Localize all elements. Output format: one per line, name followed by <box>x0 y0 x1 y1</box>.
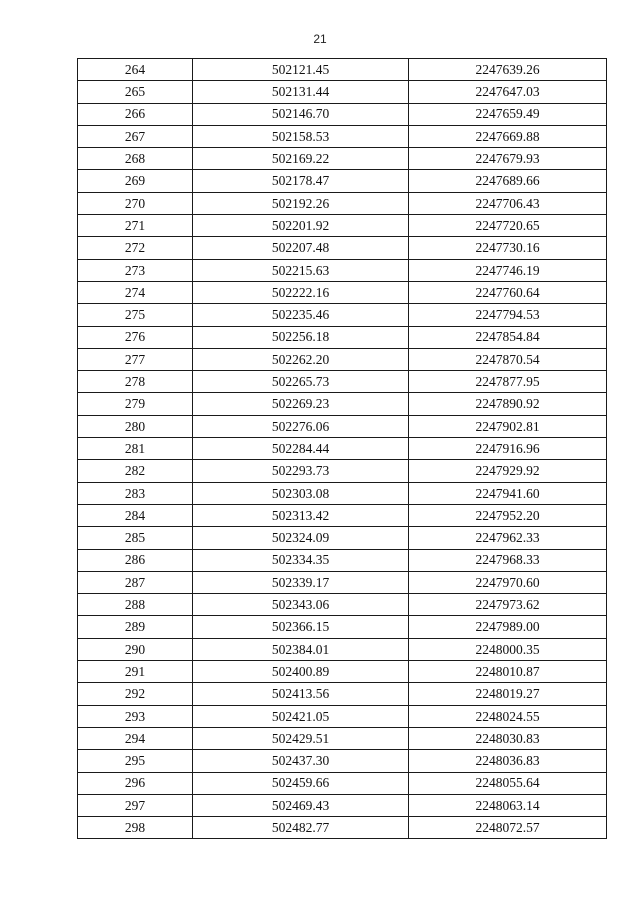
point-number-cell: 272 <box>78 237 193 259</box>
x-coordinate-cell: 502339.17 <box>193 571 409 593</box>
table-row <box>78 259 607 281</box>
point-number-cell: 280 <box>78 415 193 437</box>
y-coordinate-cell: 2247854.84 <box>409 326 607 348</box>
table-row <box>78 549 607 571</box>
x-coordinate-cell: 502303.08 <box>193 482 409 504</box>
table-row <box>78 638 607 660</box>
y-coordinate-cell: 2248072.57 <box>409 817 607 839</box>
y-coordinate-cell: 2247659.49 <box>409 103 607 125</box>
y-coordinate-cell: 2247794.53 <box>409 304 607 326</box>
table-row <box>78 192 607 214</box>
table-row <box>78 683 607 705</box>
y-coordinate-cell: 2247689.66 <box>409 170 607 192</box>
y-coordinate-cell: 2247877.95 <box>409 371 607 393</box>
x-coordinate-cell: 502146.70 <box>193 103 409 125</box>
x-coordinate-cell: 502429.51 <box>193 727 409 749</box>
y-coordinate-cell: 2248036.83 <box>409 750 607 772</box>
point-number-cell: 283 <box>78 482 193 504</box>
x-coordinate-cell: 502293.73 <box>193 460 409 482</box>
y-coordinate-cell: 2247902.81 <box>409 415 607 437</box>
x-coordinate-cell: 502366.15 <box>193 616 409 638</box>
table-row <box>78 772 607 794</box>
x-coordinate-cell: 502201.92 <box>193 215 409 237</box>
point-number-cell: 266 <box>78 103 193 125</box>
x-coordinate-cell: 502222.16 <box>193 281 409 303</box>
point-number-cell: 275 <box>78 304 193 326</box>
point-number-cell: 270 <box>78 192 193 214</box>
x-coordinate-cell: 502262.20 <box>193 348 409 370</box>
y-coordinate-cell: 2247870.54 <box>409 348 607 370</box>
point-number-cell: 264 <box>78 59 193 81</box>
x-coordinate-cell: 502131.44 <box>193 81 409 103</box>
point-number-cell: 292 <box>78 683 193 705</box>
point-number-cell: 287 <box>78 571 193 593</box>
table-row <box>78 59 607 81</box>
point-number-cell: 298 <box>78 817 193 839</box>
table-row <box>78 170 607 192</box>
table-row <box>78 148 607 170</box>
y-coordinate-cell: 2247669.88 <box>409 125 607 147</box>
y-coordinate-cell: 2247890.92 <box>409 393 607 415</box>
y-coordinate-cell: 2248030.83 <box>409 727 607 749</box>
point-number-cell: 297 <box>78 794 193 816</box>
point-number-cell: 281 <box>78 438 193 460</box>
point-number-cell: 269 <box>78 170 193 192</box>
point-number-cell: 296 <box>78 772 193 794</box>
point-number-cell: 271 <box>78 215 193 237</box>
table-row <box>78 750 607 772</box>
point-number-cell: 289 <box>78 616 193 638</box>
point-number-cell: 273 <box>78 259 193 281</box>
table-row <box>78 215 607 237</box>
y-coordinate-cell: 2247952.20 <box>409 504 607 526</box>
point-number-cell: 268 <box>78 148 193 170</box>
page-number: 21 <box>313 32 327 46</box>
table-row <box>78 81 607 103</box>
y-coordinate-cell: 2247639.26 <box>409 59 607 81</box>
point-number-cell: 288 <box>78 594 193 616</box>
table-row <box>78 661 607 683</box>
y-coordinate-cell: 2247916.96 <box>409 438 607 460</box>
point-number-cell: 277 <box>78 348 193 370</box>
coordinates-table <box>77 58 607 839</box>
table-row <box>78 460 607 482</box>
point-number-cell: 293 <box>78 705 193 727</box>
x-coordinate-cell: 502265.73 <box>193 371 409 393</box>
table-row <box>78 348 607 370</box>
x-coordinate-cell: 502192.26 <box>193 192 409 214</box>
x-coordinate-cell: 502413.56 <box>193 683 409 705</box>
y-coordinate-cell: 2248019.27 <box>409 683 607 705</box>
x-coordinate-cell: 502284.44 <box>193 438 409 460</box>
table-row <box>78 326 607 348</box>
x-coordinate-cell: 502459.66 <box>193 772 409 794</box>
x-coordinate-cell: 502158.53 <box>193 125 409 147</box>
point-number-cell: 291 <box>78 661 193 683</box>
point-number-cell: 285 <box>78 527 193 549</box>
table-row <box>78 393 607 415</box>
x-coordinate-cell: 502235.46 <box>193 304 409 326</box>
x-coordinate-cell: 502269.23 <box>193 393 409 415</box>
y-coordinate-cell: 2248055.64 <box>409 772 607 794</box>
y-coordinate-cell: 2247968.33 <box>409 549 607 571</box>
point-number-cell: 276 <box>78 326 193 348</box>
table-row <box>78 103 607 125</box>
table-row <box>78 594 607 616</box>
y-coordinate-cell: 2248063.14 <box>409 794 607 816</box>
coordinates-table-body <box>78 59 607 839</box>
table-row <box>78 571 607 593</box>
table-row <box>78 705 607 727</box>
y-coordinate-cell: 2248010.87 <box>409 661 607 683</box>
point-number-cell: 279 <box>78 393 193 415</box>
y-coordinate-cell: 2247962.33 <box>409 527 607 549</box>
x-coordinate-cell: 502207.48 <box>193 237 409 259</box>
table-row <box>78 237 607 259</box>
table-row <box>78 616 607 638</box>
x-coordinate-cell: 502313.42 <box>193 504 409 526</box>
y-coordinate-cell: 2248024.55 <box>409 705 607 727</box>
point-number-cell: 295 <box>78 750 193 772</box>
x-coordinate-cell: 502343.06 <box>193 594 409 616</box>
table-row <box>78 504 607 526</box>
table-row <box>78 794 607 816</box>
x-coordinate-cell: 502276.06 <box>193 415 409 437</box>
point-number-cell: 278 <box>78 371 193 393</box>
y-coordinate-cell: 2247679.93 <box>409 148 607 170</box>
x-coordinate-cell: 502215.63 <box>193 259 409 281</box>
table-row <box>78 281 607 303</box>
y-coordinate-cell: 2247970.60 <box>409 571 607 593</box>
x-coordinate-cell: 502324.09 <box>193 527 409 549</box>
point-number-cell: 294 <box>78 727 193 749</box>
table-row <box>78 817 607 839</box>
point-number-cell: 267 <box>78 125 193 147</box>
y-coordinate-cell: 2247706.43 <box>409 192 607 214</box>
y-coordinate-cell: 2247989.00 <box>409 616 607 638</box>
y-coordinate-cell: 2247941.60 <box>409 482 607 504</box>
y-coordinate-cell: 2247746.19 <box>409 259 607 281</box>
x-coordinate-cell: 502437.30 <box>193 750 409 772</box>
y-coordinate-cell: 2248000.35 <box>409 638 607 660</box>
table-row <box>78 125 607 147</box>
table-row <box>78 482 607 504</box>
x-coordinate-cell: 502400.89 <box>193 661 409 683</box>
y-coordinate-cell: 2247720.65 <box>409 215 607 237</box>
point-number-cell: 286 <box>78 549 193 571</box>
x-coordinate-cell: 502421.05 <box>193 705 409 727</box>
table-row <box>78 727 607 749</box>
table-row <box>78 371 607 393</box>
point-number-cell: 282 <box>78 460 193 482</box>
table-row <box>78 527 607 549</box>
point-number-cell: 290 <box>78 638 193 660</box>
x-coordinate-cell: 502256.18 <box>193 326 409 348</box>
y-coordinate-cell: 2247647.03 <box>409 81 607 103</box>
y-coordinate-cell: 2247730.16 <box>409 237 607 259</box>
x-coordinate-cell: 502121.45 <box>193 59 409 81</box>
table-row <box>78 415 607 437</box>
x-coordinate-cell: 502178.47 <box>193 170 409 192</box>
y-coordinate-cell: 2247760.64 <box>409 281 607 303</box>
point-number-cell: 265 <box>78 81 193 103</box>
y-coordinate-cell: 2247929.92 <box>409 460 607 482</box>
x-coordinate-cell: 502482.77 <box>193 817 409 839</box>
point-number-cell: 284 <box>78 504 193 526</box>
table-row <box>78 438 607 460</box>
y-coordinate-cell: 2247973.62 <box>409 594 607 616</box>
table-row <box>78 304 607 326</box>
x-coordinate-cell: 502384.01 <box>193 638 409 660</box>
x-coordinate-cell: 502169.22 <box>193 148 409 170</box>
point-number-cell: 274 <box>78 281 193 303</box>
x-coordinate-cell: 502469.43 <box>193 794 409 816</box>
x-coordinate-cell: 502334.35 <box>193 549 409 571</box>
